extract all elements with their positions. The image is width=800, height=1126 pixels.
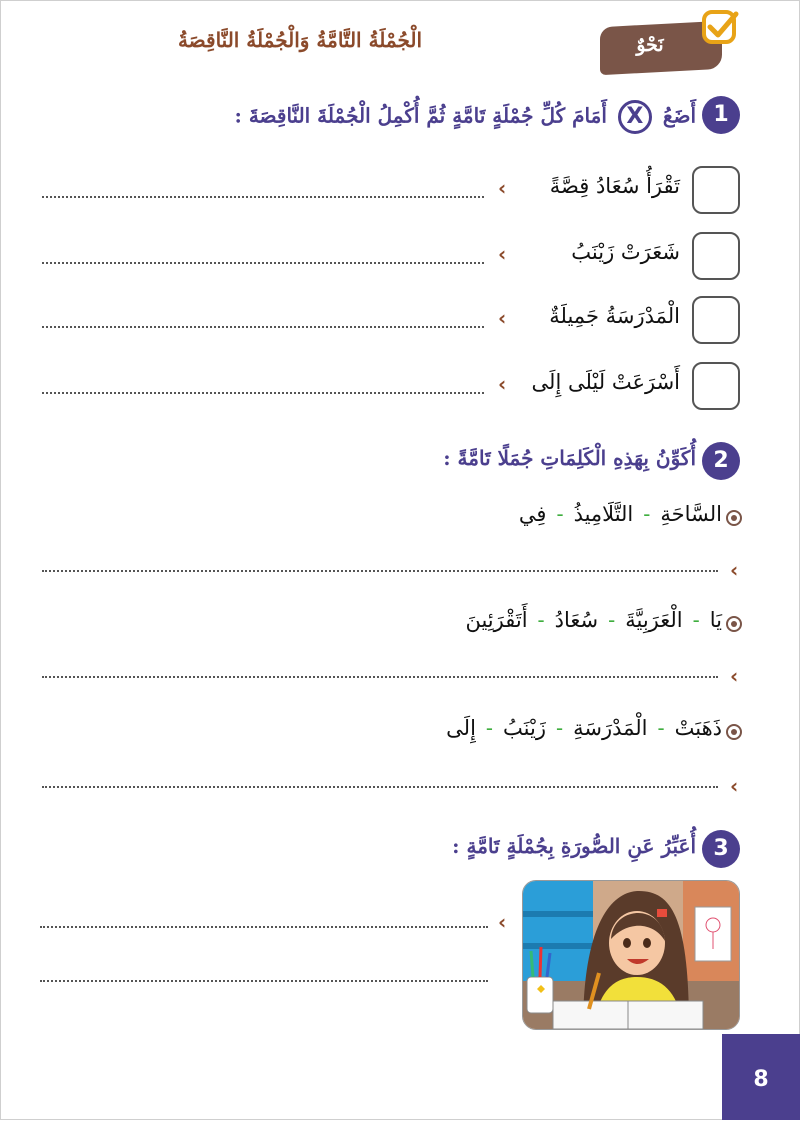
separator: - bbox=[485, 716, 494, 740]
word: سُعَادُ bbox=[554, 608, 599, 632]
answer-line-5[interactable] bbox=[42, 570, 718, 572]
answer-line-4[interactable] bbox=[42, 392, 484, 394]
girl-writing-illustration bbox=[522, 880, 740, 1030]
q1-text-after: أَمَامَ كُلِّ جُمْلَةٍ تَامَّةٍ ثُمَّ أُكْمِلُ الْجُمْلَةَ النَّاقِصَةَ : bbox=[234, 103, 607, 128]
chevron-left-icon: ‹ bbox=[498, 910, 507, 934]
separator: - bbox=[608, 608, 616, 632]
word: التَّلَامِيذُ bbox=[573, 502, 634, 526]
checkbox-1[interactable] bbox=[692, 166, 740, 214]
question-1-instruction bbox=[234, 100, 696, 134]
section-tab-label: نَحْوٌ bbox=[636, 34, 664, 56]
chevron-left-icon: ‹ bbox=[498, 372, 507, 396]
question-2-instruction: أُكَوِّنُ بِهَذِهِ الْكَلِمَاتِ جُمَلًا تَامَّةً : bbox=[443, 446, 696, 470]
chevron-left-icon: ‹ bbox=[498, 242, 507, 266]
word: الْمَدْرَسَةِ bbox=[573, 716, 648, 740]
word-group-2 bbox=[465, 608, 722, 632]
word: زَيْنَبُ bbox=[503, 716, 546, 740]
separator: - bbox=[556, 502, 564, 526]
checkbox-4[interactable] bbox=[692, 362, 740, 410]
answer-line-2[interactable] bbox=[42, 262, 484, 264]
question-3-instruction: أُعَبِّرُ عَنِ الصُّورَةِ بِجُمْلَةٍ تَامَّةٍ : bbox=[452, 834, 696, 858]
word-group-3 bbox=[446, 716, 722, 740]
checkbox-2[interactable] bbox=[692, 232, 740, 280]
answer-line-1[interactable] bbox=[42, 196, 484, 198]
separator: - bbox=[555, 716, 564, 740]
word: فِي bbox=[518, 502, 547, 526]
bullet-icon bbox=[726, 510, 742, 526]
chevron-left-icon: ‹ bbox=[730, 558, 739, 582]
x-mark-icon: X bbox=[618, 100, 652, 134]
chevron-left-icon: ‹ bbox=[498, 176, 507, 200]
q1-text-before: أَضَعُ bbox=[662, 103, 696, 128]
separator: - bbox=[657, 716, 665, 740]
checkmark-icon bbox=[700, 8, 740, 48]
answer-line-9[interactable] bbox=[40, 980, 488, 982]
sentence-3: الْمَدْرَسَةُ جَمِيلَةٌ bbox=[549, 304, 680, 328]
word: يَا bbox=[709, 608, 722, 632]
chevron-left-icon: ‹ bbox=[730, 664, 739, 688]
question-2-number: 2 bbox=[702, 442, 740, 480]
checkbox-3[interactable] bbox=[692, 296, 740, 344]
word: أَتَقْرَئِينَ bbox=[465, 608, 528, 632]
bullet-icon bbox=[726, 616, 742, 632]
question-1-number: 1 bbox=[702, 96, 740, 134]
chevron-left-icon: ‹ bbox=[730, 774, 739, 798]
question-3-number: 3 bbox=[702, 830, 740, 868]
word: السَّاحَةِ bbox=[660, 502, 722, 526]
separator: - bbox=[537, 608, 545, 632]
answer-line-6[interactable] bbox=[42, 676, 718, 678]
page-number: 8 bbox=[722, 1034, 800, 1120]
word: إِلَى bbox=[446, 716, 476, 740]
word: الْعَرَبِيَّةَ bbox=[625, 608, 683, 632]
word-group-1 bbox=[519, 502, 722, 526]
sentence-4: أَسْرَعَتْ لَيْلَى إِلَى bbox=[531, 370, 680, 394]
separator: - bbox=[643, 502, 651, 526]
word: ذَهَبَتْ bbox=[674, 716, 722, 740]
answer-line-8[interactable] bbox=[40, 926, 488, 928]
sentence-1: تَقْرَأُ سُعَادُ قِصَّةً bbox=[549, 174, 680, 198]
sentence-2: شَعَرَتْ زَيْنَبُ bbox=[571, 240, 680, 264]
answer-line-3[interactable] bbox=[42, 326, 484, 328]
bullet-icon bbox=[726, 724, 742, 740]
page-title: الْجُمْلَةُ التَّامَّةُ وَالْجُمْلَةُ النَّاقِصَةُ bbox=[177, 28, 423, 52]
chevron-left-icon: ‹ bbox=[498, 306, 507, 330]
answer-line-7[interactable] bbox=[42, 786, 718, 788]
separator: - bbox=[692, 608, 700, 632]
